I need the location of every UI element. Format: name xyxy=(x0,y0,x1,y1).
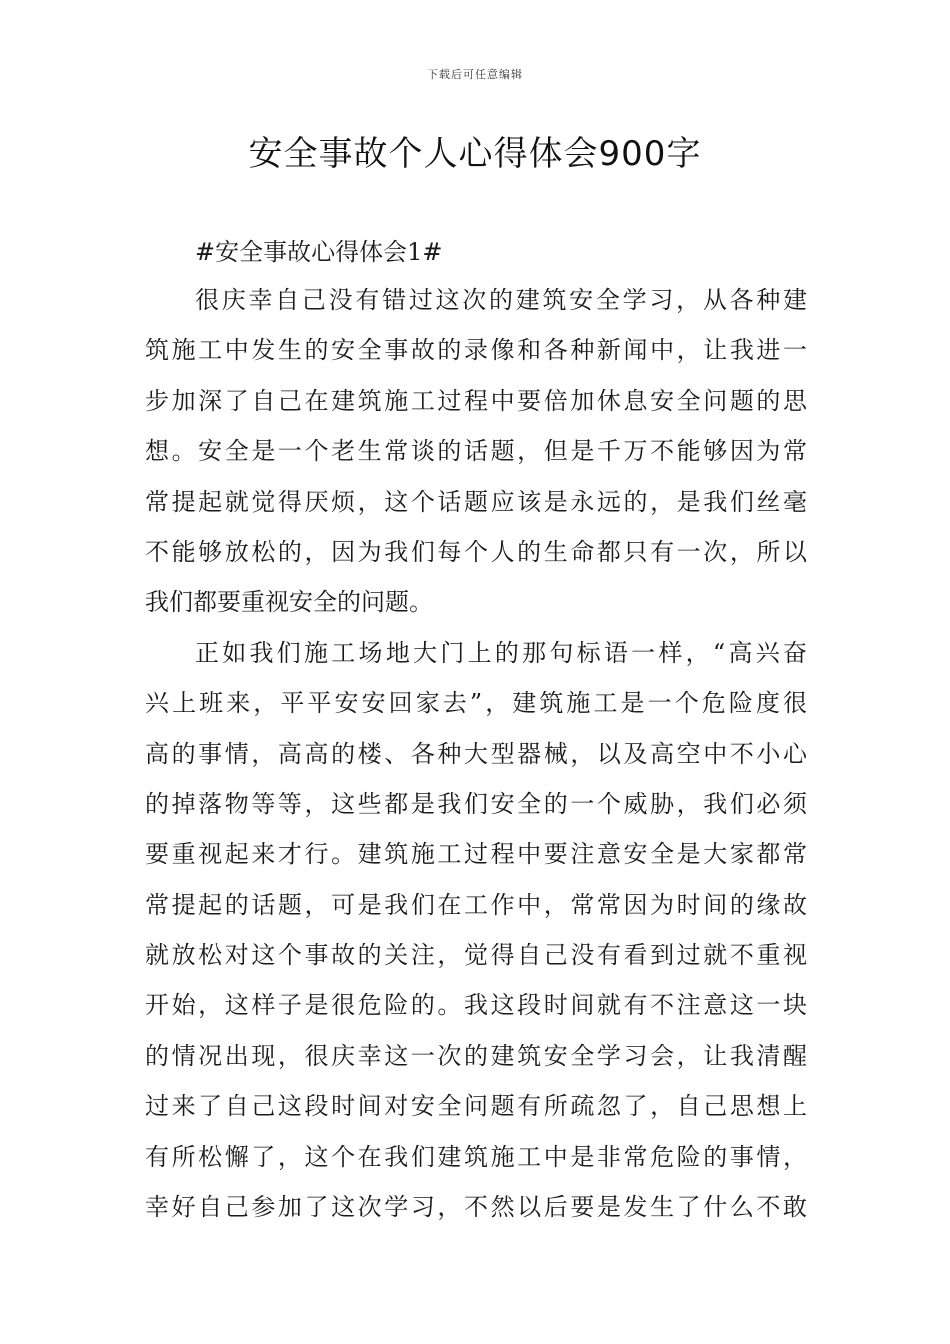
paragraph-2 xyxy=(145,628,807,1233)
text-line: 的情况出现，很庆幸这一次的建筑安全学习会，让我清醒 xyxy=(145,1041,807,1070)
text-line: 我们都要重视安全的问题。 xyxy=(145,588,433,617)
text-line: 常提起就觉得厌烦，这个话题应该是永远的，是我们丝毫 xyxy=(145,487,807,516)
text-line: 兴上班来，平平安安回家去”，建筑施工是一个危险度很 xyxy=(145,689,807,718)
text-line: 幸好自己参加了这次学习，不然以后要是发生了什么不敢 xyxy=(145,1193,807,1222)
section-heading: #安全事故心得体会1# xyxy=(195,238,443,266)
text-line: 想。安全是一个老生常谈的话题，但是千万不能够因为常 xyxy=(145,437,807,466)
text-line: 步加深了自己在建筑施工过程中要倍加休息安全问题的思 xyxy=(145,386,807,415)
text-line: 过来了自己这段时间对安全问题有所疏忽了，自己思想上 xyxy=(145,1092,807,1121)
text-line: 正如我们施工场地大门上的那句标语一样，“高兴奋 xyxy=(195,638,807,667)
text-line: 要重视起来才行。建筑施工过程中要注意安全是大家都常 xyxy=(145,840,807,869)
text-line: 很庆幸自己没有错过这次的建筑安全学习，从各种建 xyxy=(195,286,807,314)
text-line: 的掉落物等等，这些都是我们安全的一个威胁，我们必须 xyxy=(145,789,807,818)
text-line: 常提起的话题，可是我们在工作中，常常因为时间的缘故 xyxy=(145,890,807,919)
header-note: 下载后可任意编辑 xyxy=(427,68,523,81)
document-body xyxy=(145,229,807,1232)
text-line: 有所松懈了，这个在我们建筑施工中是非常危险的事情， xyxy=(145,1142,807,1171)
text-line: 高的事情，高高的楼、各种大型器械，以及高空中不小心 xyxy=(145,739,807,768)
text-line: 筑施工中发生的安全事故的录像和各种新闻中，让我进一 xyxy=(145,336,807,365)
text-line: 不能够放松的，因为我们每个人的生命都只有一次，所以 xyxy=(145,537,807,566)
text-line: 就放松对这个事故的关注，觉得自己没有看到过就不重视 xyxy=(145,941,807,970)
text-line: 开始，这样子是很危险的。我这段时间就有不注意这一块 xyxy=(145,991,807,1020)
paragraph-1 xyxy=(145,275,807,628)
document-title: 安全事故个人心得体会900字 xyxy=(248,134,702,174)
